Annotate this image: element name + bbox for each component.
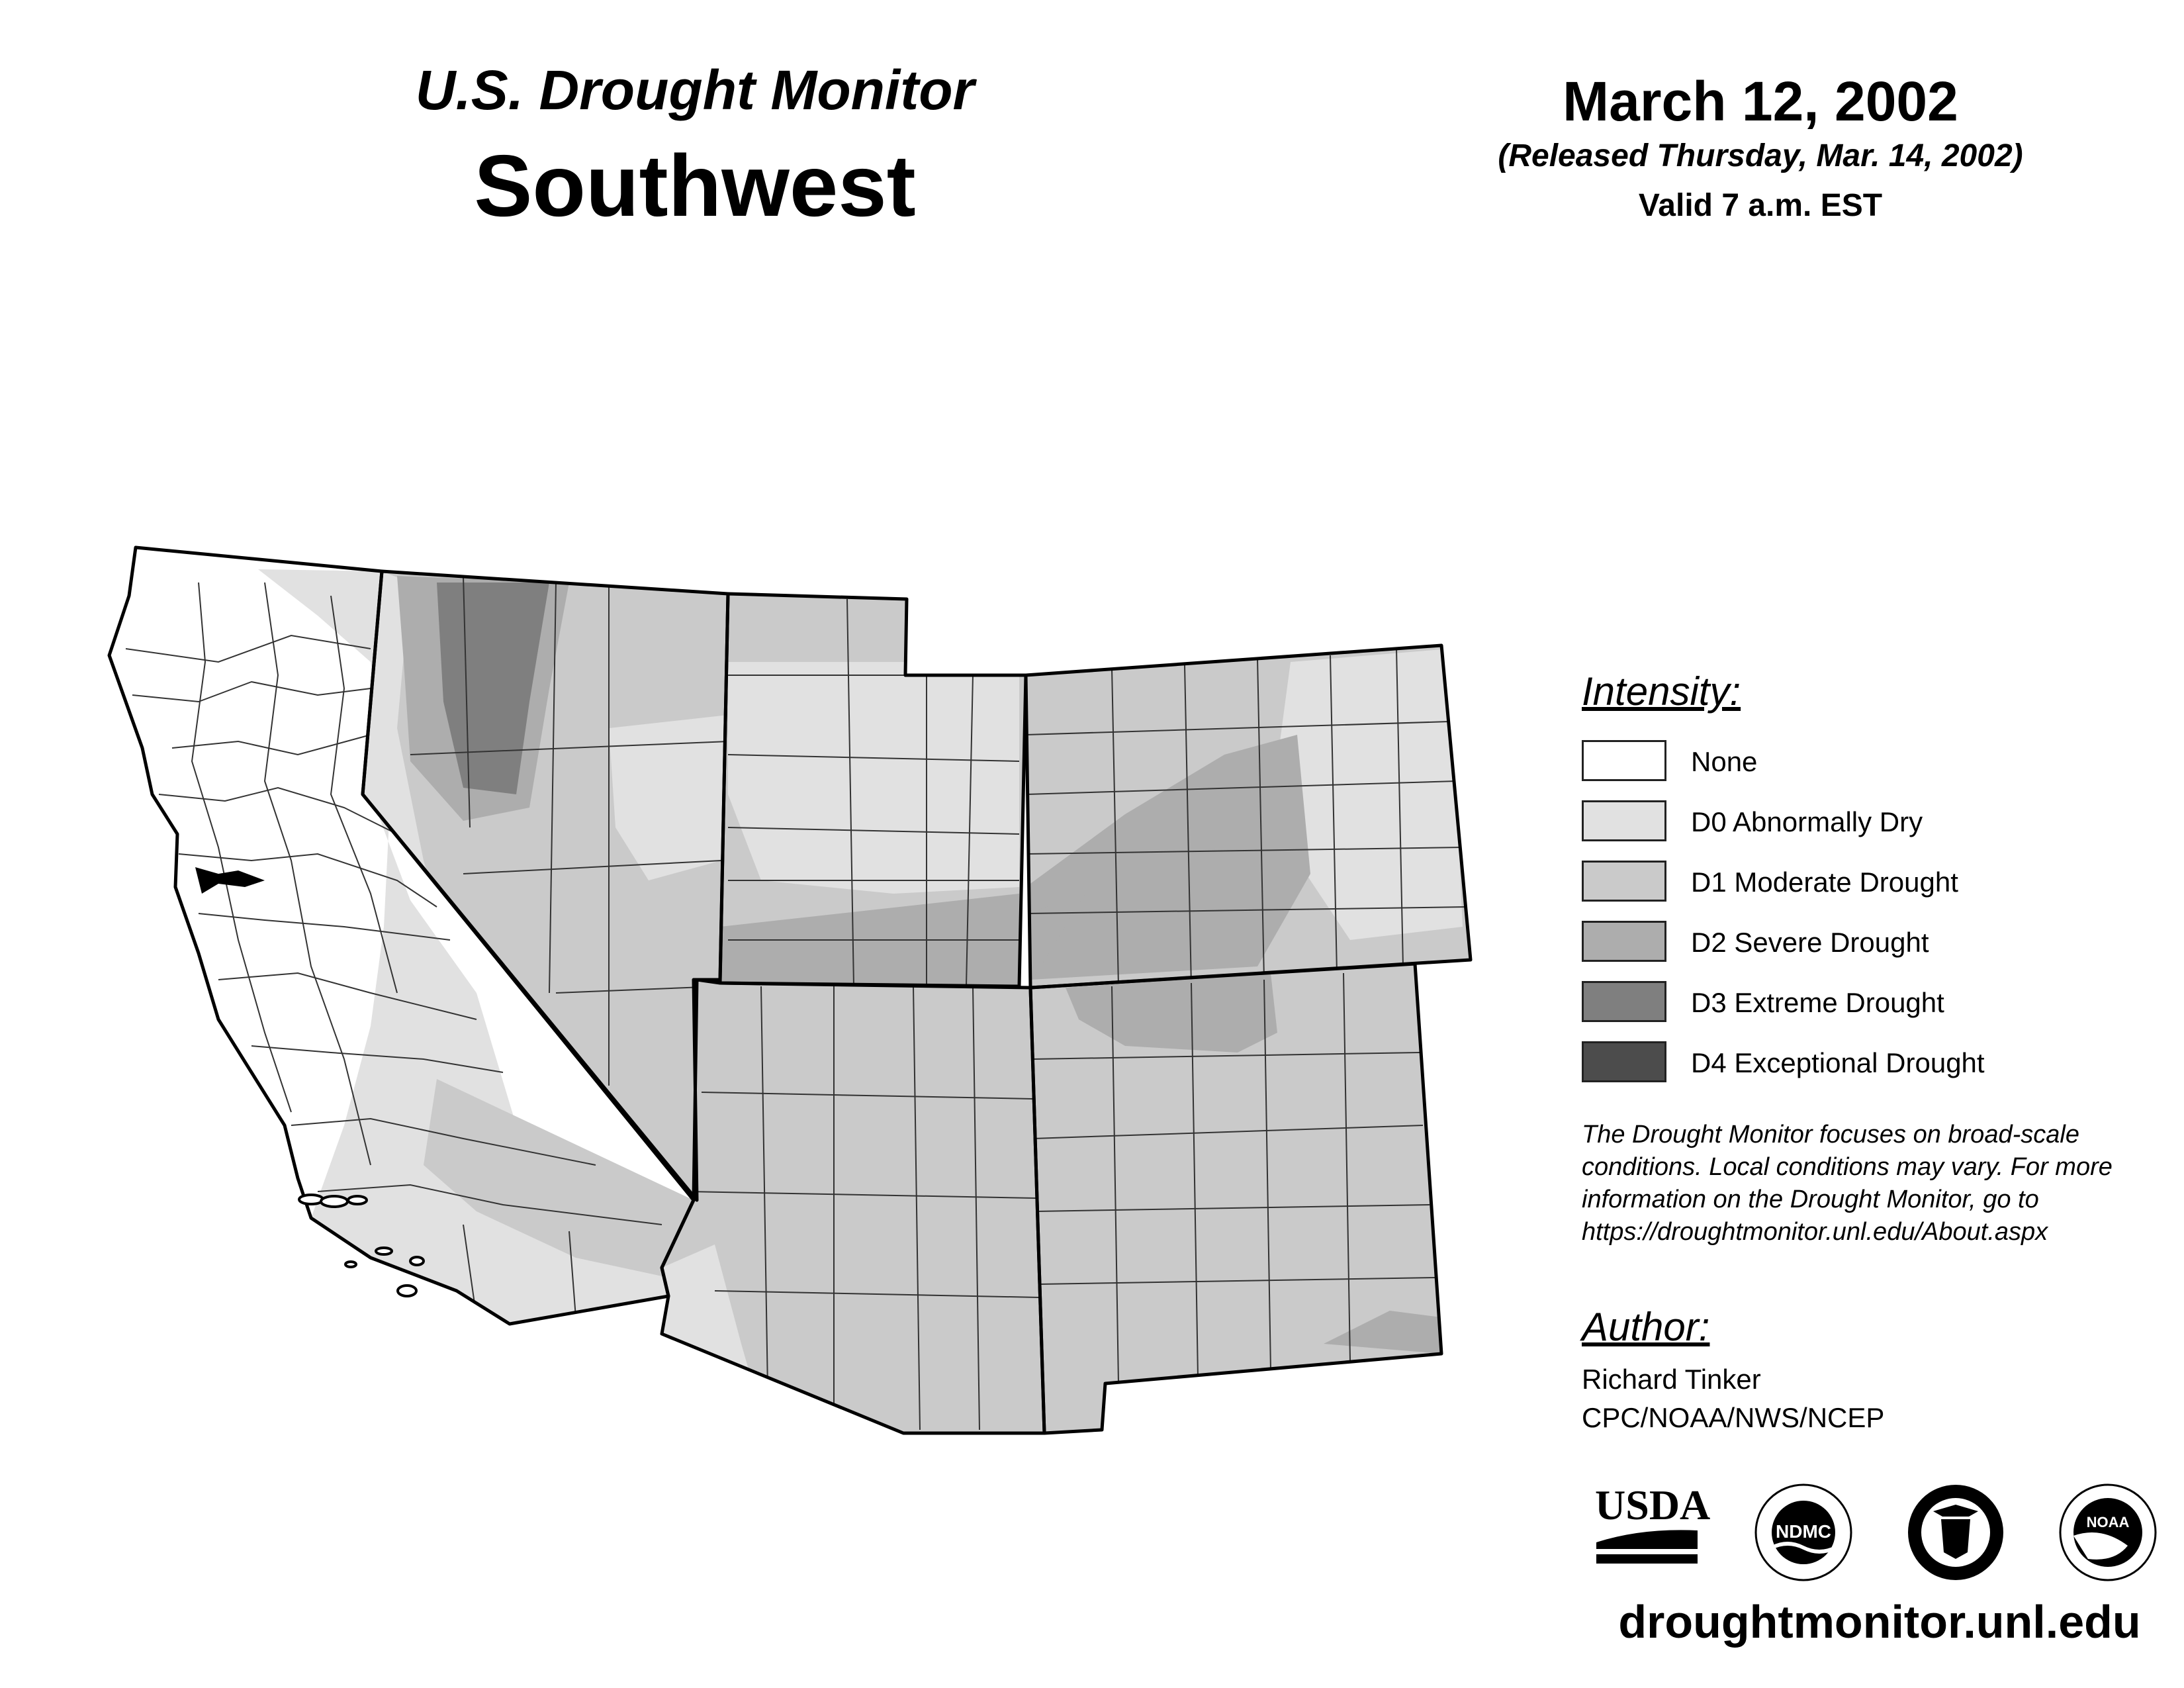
legend-label: D3 Extreme Drought: [1691, 987, 1944, 1018]
legend-label: D4 Exceptional Drought: [1691, 1047, 1985, 1078]
website-link[interactable]: droughtmonitor.unl.edu: [1618, 1596, 2141, 1648]
disclaimer-line-3: information on the Drought Monitor, go to: [1582, 1186, 2039, 1213]
map-date: March 12, 2002: [1563, 70, 1958, 132]
legend-swatch: [1582, 740, 1666, 781]
legend-label: D1 Moderate Drought: [1691, 867, 1958, 898]
disclaimer-line-1: The Drought Monitor focuses on broad-scale: [1582, 1121, 2079, 1149]
author-block: [1582, 1360, 1884, 1437]
commerce-logo: [1908, 1485, 2003, 1580]
svg-text:NDMC: NDMC: [1776, 1521, 1831, 1542]
agency-logos: [1588, 1483, 2171, 1582]
author-title: Author:: [1582, 1305, 1710, 1349]
author-name: Richard Tinker: [1582, 1364, 1761, 1395]
legend-label: None: [1691, 746, 1758, 777]
ndmc-logo: [1756, 1485, 1851, 1580]
legend-swatch: [1582, 1041, 1666, 1082]
author-org: CPC/NOAA/NWS/NCEP: [1582, 1402, 1885, 1433]
utah-drought-areas: [720, 662, 1019, 986]
legend-title: Intensity:: [1582, 669, 1741, 714]
disclaimer: [1582, 1119, 2177, 1248]
legend-swatch: [1582, 861, 1666, 902]
legend-label: D2 Severe Drought: [1691, 927, 1929, 958]
legend-label: D0 Abnormally Dry: [1691, 806, 1923, 837]
map-title-line1: U.S. Drought Monitor: [415, 59, 975, 121]
map-title-region: Southwest: [474, 137, 916, 234]
svg-text:NOAA: NOAA: [2086, 1514, 2130, 1530]
disclaimer-link[interactable]: https://droughtmonitor.unl.edu/About.aspx: [1582, 1218, 2048, 1246]
disclaimer-line-2: conditions. Local conditions may vary. For more: [1582, 1153, 2113, 1181]
legend-swatch: [1582, 921, 1666, 962]
legend-swatch: [1582, 800, 1666, 841]
map-release-date: (Released Thursday, Mar. 14, 2002): [1498, 138, 2023, 173]
map-valid-time: Valid 7 a.m. EST: [1638, 188, 1883, 223]
legend-swatch: [1582, 981, 1666, 1022]
noaa-logo: [2060, 1485, 2156, 1580]
ut-d0-central: [728, 662, 1019, 894]
state-arizona: [662, 980, 1044, 1433]
usda-logo: [1595, 1483, 1710, 1564]
svg-text:USDA: USDA: [1595, 1483, 1711, 1528]
